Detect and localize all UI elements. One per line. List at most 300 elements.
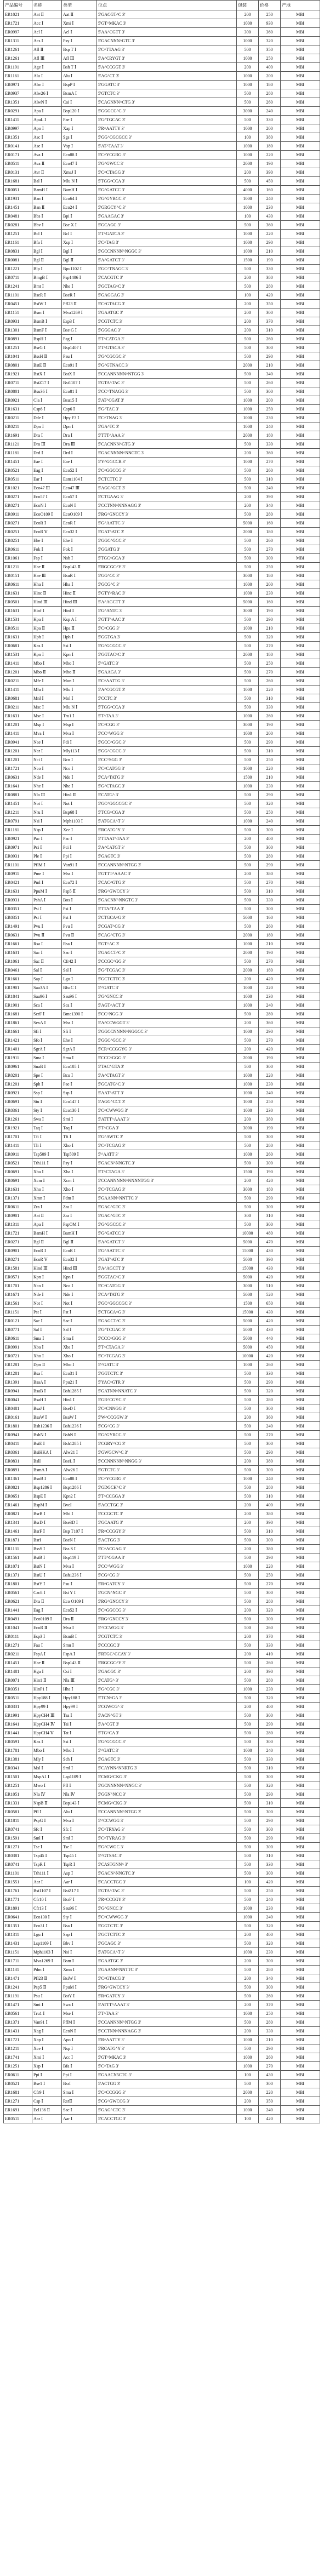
cell-name: Nla Ⅳ	[32, 1790, 62, 1799]
cell-product-code: ER1911	[4, 1054, 32, 1063]
cell-package: 500	[237, 545, 259, 554]
cell-product-code: ER0211	[4, 414, 32, 422]
table-row	[4, 1317, 320, 1326]
cell-type: Eco52 Ⅰ	[62, 466, 97, 475]
cell-origin: MBI	[281, 966, 320, 975]
cell-package: 1000	[237, 1089, 259, 1098]
cell-package: 500	[237, 1571, 259, 1580]
cell-package: 500	[237, 1834, 259, 1843]
table-row	[4, 37, 320, 45]
cell-name: Xmn Ⅰ	[32, 1194, 62, 1203]
cell-origin: MBI	[281, 370, 320, 379]
cell-origin: MBI	[281, 1922, 320, 1930]
cell-package: 500	[237, 738, 259, 747]
cell-name: BspM Ⅰ	[32, 1501, 62, 1510]
table-row	[4, 642, 320, 650]
cell-site: 5'GDGCH^C 3'	[97, 1483, 237, 1492]
cell-price: 240	[259, 1001, 281, 1010]
cell-origin: MBI	[281, 475, 320, 484]
cell-product-code: ER1311	[4, 1930, 32, 1939]
cell-package: 500	[237, 633, 259, 642]
cell-type: Acc Ⅰ	[62, 2053, 97, 2062]
cell-name: EcoR Ⅰ	[32, 1247, 62, 1255]
cell-package: 1000	[237, 686, 259, 694]
cell-name: BamH Ⅰ	[32, 186, 62, 195]
cell-package: 1000	[237, 940, 259, 949]
cell-origin: MBI	[281, 2001, 320, 2009]
cell-type: Nco Ⅰ	[62, 1282, 97, 1290]
cell-name: Csp Ⅰ	[32, 2097, 62, 2106]
table-row	[4, 1124, 320, 1133]
cell-price: 310	[259, 1764, 281, 1773]
cell-price: 180	[259, 931, 281, 940]
cell-price: 270	[259, 2062, 281, 2071]
cell-site: 5'CG^GWCCG 3'	[97, 2097, 237, 2106]
cell-name: Hin1 Ⅱ	[32, 1676, 62, 1685]
cell-price: 380	[259, 1545, 281, 1553]
cell-price: 240	[259, 422, 281, 431]
cell-site: 5'GACN^NNGTC 3'	[97, 1159, 237, 1168]
cell-product-code: ER1151	[4, 309, 32, 317]
cell-origin: MBI	[281, 1282, 320, 1290]
cell-product-code: ER0571	[4, 1273, 32, 1282]
cell-price: 300	[259, 1869, 281, 1878]
cell-origin: MBI	[281, 1869, 320, 1878]
cell-product-code: ER1451	[4, 203, 32, 212]
cell-package: 500	[237, 1615, 259, 1624]
cell-origin: MBI	[281, 729, 320, 738]
cell-origin: MBI	[281, 1746, 320, 1755]
cell-origin: MBI	[281, 449, 320, 458]
cell-origin: MBI	[281, 572, 320, 580]
cell-origin: MBI	[281, 721, 320, 729]
cell-price: 290	[259, 791, 281, 799]
cell-site: 5'CAC^GTG 3'	[97, 878, 237, 887]
cell-site: 5'G^GYRCC 3'	[97, 1431, 237, 1440]
cell-package: 1000	[237, 54, 259, 63]
cell-type: Sml Ⅰ	[62, 1834, 97, 1843]
cell-type: Apo Ⅰ	[62, 2036, 97, 2044]
cell-origin: MBI	[281, 1273, 320, 1282]
cell-type: Mly113 Ⅰ	[62, 747, 97, 756]
cell-package: 5000	[237, 1273, 259, 1282]
table-row	[4, 808, 320, 817]
cell-package: 1000	[237, 984, 259, 992]
cell-site: 5'ACN^GT 3'	[97, 1711, 237, 1720]
cell-site: 5'CMG^CKG 3'	[97, 1799, 237, 1808]
cell-price: 300	[259, 1773, 281, 1781]
cell-price: 350	[259, 45, 281, 54]
cell-price: 420	[259, 975, 281, 984]
cell-price: 360	[259, 1413, 281, 1422]
table-row	[4, 922, 320, 931]
cell-product-code: ER0561	[4, 1589, 32, 1597]
cell-origin: MBI	[281, 1299, 320, 1308]
cell-site: 5'GA^TC 3'	[97, 422, 237, 431]
table-row	[4, 949, 320, 957]
table-row	[4, 291, 320, 300]
cell-type: Mnl Ⅰ	[62, 694, 97, 703]
cell-price: 420	[259, 291, 281, 300]
cell-product-code: ER0451	[4, 300, 32, 309]
cell-package: 500	[237, 221, 259, 230]
cell-type: BsrI	[62, 2080, 97, 2088]
table-row	[4, 458, 320, 466]
cell-site: 5'GAAGA 3'	[97, 668, 237, 677]
cell-type: Cfr42 Ⅰ	[62, 957, 97, 966]
cell-package: 5000	[237, 913, 259, 922]
cell-product-code: ER1391	[4, 1378, 32, 1387]
table-row	[4, 1150, 320, 1159]
cell-product-code: ER0351	[4, 913, 32, 922]
cell-origin: MBI	[281, 1063, 320, 1071]
cell-price: 240	[259, 195, 281, 203]
cell-price: 310	[259, 694, 281, 703]
cell-package: 500	[237, 1852, 259, 1860]
cell-price: 240	[259, 1422, 281, 1431]
cell-product-code: ER0681	[4, 694, 32, 703]
cell-name: Hpy99 Ⅰ	[32, 1703, 62, 1711]
cell-origin: MBI	[281, 633, 320, 642]
cell-package: 500	[237, 89, 259, 98]
cell-product-code: ER0941	[4, 1387, 32, 1396]
cell-site: 5'C^CWWGG 3'	[97, 1913, 237, 1922]
cell-product-code: ER0691	[4, 1168, 32, 1176]
cell-origin: MBI	[281, 1510, 320, 1518]
table-row	[4, 1781, 320, 1790]
cell-package: 200	[237, 2001, 259, 2009]
cell-product-code: ER0521	[4, 466, 32, 475]
cell-name: ScrF Ⅰ	[32, 1010, 62, 1019]
cell-package: 200	[237, 1606, 259, 1615]
cell-price: 930	[259, 19, 281, 28]
cell-package: 1000	[237, 1746, 259, 1755]
cell-site: 5'GAAGAC 3'	[97, 212, 237, 221]
cell-product-code: ER1201	[4, 1080, 32, 1089]
cell-site: 5'GGC^GCC 3'	[97, 1036, 237, 1045]
cell-type: BamH Ⅰ	[62, 186, 97, 195]
cell-type: Xap Ⅰ	[62, 124, 97, 133]
cell-product-code: ER1471	[4, 2001, 32, 2009]
table-row	[4, 195, 320, 203]
cell-price: 230	[259, 1106, 281, 1115]
cell-type: Hpy99 Ⅰ	[62, 1703, 97, 1711]
table-row	[4, 1869, 320, 1878]
cell-type: Bsa Ⅰ	[62, 1922, 97, 1930]
cell-product-code: ER1271	[4, 1843, 32, 1852]
cell-type: Smi Ⅰ	[62, 1115, 97, 1124]
cell-type: Afl Ⅲ	[62, 54, 97, 63]
cell-price: 450	[259, 177, 281, 186]
cell-package: 500	[237, 282, 259, 291]
cell-product-code: ER0631	[4, 773, 32, 782]
cell-name: Ban Ⅱ	[32, 203, 62, 212]
cell-site: 5'CTGCA^G 3'	[97, 913, 237, 922]
cell-type: Bgl Ⅱ	[62, 256, 97, 265]
cell-product-code: ER0831	[4, 1457, 32, 1466]
cell-product-code: ER1371	[4, 1571, 32, 1580]
cell-type: Eco52 Ⅰ	[62, 1606, 97, 1615]
cell-product-code: ER0361	[4, 1106, 32, 1115]
cell-origin: MBI	[281, 1729, 320, 1738]
cell-package: 200	[237, 1457, 259, 1466]
cell-package: 500	[237, 668, 259, 677]
cell-origin: MBI	[281, 545, 320, 554]
cell-package: 500	[237, 554, 259, 563]
cell-site: 5'CACGTC 3'	[97, 273, 237, 282]
cell-name: Mnl Ⅰ	[32, 694, 62, 703]
cell-type: Pvu Ⅰ	[62, 922, 97, 931]
cell-name: Hind Ⅲ	[32, 1264, 62, 1273]
cell-site: 5'C^GTACG 3'	[97, 1974, 237, 1983]
cell-origin: MBI	[281, 1404, 320, 1413]
table-row	[4, 2080, 320, 2088]
cell-type: Eco130 Ⅰ	[62, 1106, 97, 1115]
cell-name: Pst Ⅰ	[32, 1308, 62, 1317]
cell-product-code: ER1721	[4, 2036, 32, 2044]
cell-origin: MBI	[281, 230, 320, 238]
cell-type: Alu Ⅰ	[62, 72, 97, 81]
cell-package: 1000	[237, 238, 259, 247]
cell-type: Eam1104 Ⅰ	[62, 475, 97, 484]
cell-type: Xce Ⅰ	[62, 826, 97, 835]
table-row	[4, 1404, 320, 1413]
table-row	[4, 72, 320, 81]
cell-site: 5'GC^TNAGC 3'	[97, 265, 237, 273]
cell-name: BslI	[32, 1457, 62, 1466]
cell-package: 500	[237, 1895, 259, 1904]
cell-price: 230	[259, 1904, 281, 1913]
cell-package: 2000	[237, 431, 259, 440]
cell-package: 300	[237, 28, 259, 37]
cell-origin: MBI	[281, 1545, 320, 1553]
cell-product-code: ER0921	[4, 396, 32, 405]
cell-origin: MBI	[281, 387, 320, 396]
cell-product-code: ER0681	[4, 642, 32, 650]
table-row	[4, 142, 320, 151]
cell-product-code: ER1681	[4, 177, 32, 186]
cell-name: Xmi Ⅰ	[32, 2053, 62, 2062]
cell-origin: MBI	[281, 1992, 320, 2001]
table-row	[4, 861, 320, 870]
cell-site: 5'RG^GNCCY 3'	[97, 1615, 237, 1624]
cell-site: 5'CCANNNN^NTGG 3'	[97, 861, 237, 870]
cell-name: BsaW Ⅰ	[32, 1413, 62, 1422]
cell-type: Psy Ⅰ	[62, 1159, 97, 1168]
cell-type: Mun Ⅰ	[62, 677, 97, 686]
table-row	[4, 2018, 320, 2027]
cell-site: 5'G^AATTC 3'	[97, 1247, 237, 1255]
cell-site: 5'RGCGC^Y 3'	[97, 1659, 237, 1667]
cell-package: 200	[237, 63, 259, 72]
cell-origin: MBI	[281, 2097, 320, 2106]
cell-site: 5'ATGCA^T 3'	[97, 1948, 237, 1957]
cell-site: 5'CCC^GGG 3'	[97, 1054, 237, 1063]
cell-price: 320	[259, 1781, 281, 1790]
cell-product-code: ER1431	[4, 1939, 32, 1948]
cell-product-code: ER1741	[4, 2053, 32, 2062]
cell-name: Bgl Ⅱ	[32, 256, 62, 265]
cell-price: 360	[259, 449, 281, 458]
cell-name: Nde Ⅰ	[32, 1290, 62, 1299]
table-row	[4, 379, 320, 387]
cell-type: Bos Ⅰ	[62, 896, 97, 905]
table-row	[4, 1624, 320, 1632]
table-row	[4, 2053, 320, 2062]
cell-name: Tli Ⅰ	[32, 1141, 62, 1150]
cell-site: 5'GGTAC^C 3'	[97, 650, 237, 659]
cell-origin: MBI	[281, 309, 320, 317]
cell-site: 5'CATG^ 3'	[97, 791, 237, 799]
cell-type: BseL Ⅰ	[62, 1457, 97, 1466]
cell-origin: MBI	[281, 1010, 320, 1019]
table-row	[4, 1606, 320, 1615]
table-row	[4, 1913, 320, 1922]
cell-product-code: ER1161	[4, 238, 32, 247]
cell-type: Mss Ⅰ	[62, 1019, 97, 1027]
cell-package: 200	[237, 1510, 259, 1518]
cell-name: Ava Ⅱ	[32, 159, 62, 168]
cell-site: 5'CCANNNN^NTGG 3'	[97, 2018, 237, 2027]
cell-site: 5'CGWCG^ 3'	[97, 1703, 237, 1711]
cell-price: 420	[259, 1352, 281, 1361]
table-row	[4, 344, 320, 352]
cell-package: 1000	[237, 580, 259, 589]
cell-package: 500	[237, 1808, 259, 1817]
cell-price: 300	[259, 1466, 281, 1475]
cell-type: Bpi Ⅰ	[62, 212, 97, 221]
cell-name: Nsp Ⅰ	[32, 826, 62, 835]
cell-price: 330	[259, 703, 281, 712]
cell-price: 400	[259, 1501, 281, 1510]
cell-type: Nhe Ⅰ	[62, 282, 97, 291]
cell-site: 5'C^TCGAG 3'	[97, 1185, 237, 1194]
cell-type: Mva Ⅰ	[62, 1817, 97, 1825]
cell-price: 300	[259, 1404, 281, 1413]
cell-type: Sma Ⅰ	[62, 1334, 97, 1343]
cell-origin: MBI	[281, 1694, 320, 1703]
cell-package: 500	[237, 1711, 259, 1720]
cell-origin: MBI	[281, 624, 320, 633]
table-row	[4, 913, 320, 922]
cell-type: Dra Ⅲ	[62, 440, 97, 449]
table-row	[4, 1562, 320, 1571]
cell-origin: MBI	[281, 887, 320, 896]
table-row	[4, 1176, 320, 1185]
cell-package: 200	[237, 317, 259, 326]
cell-price: 310	[259, 887, 281, 896]
cell-origin: MBI	[281, 1001, 320, 1010]
cell-product-code: ER0997	[4, 124, 32, 133]
cell-price: 220	[259, 984, 281, 992]
cell-site: 5'A^CGT 3'	[97, 1720, 237, 1729]
cell-type: Bfa Ⅰ	[62, 2062, 97, 2071]
cell-product-code: ER1061	[4, 957, 32, 966]
cell-price: 210	[259, 773, 281, 782]
cell-name: Bsp1286 Ⅰ	[32, 1483, 62, 1492]
cell-site: 5'CGTCTC 3'	[97, 1632, 237, 1641]
cell-price: 420	[259, 2115, 281, 2123]
cell-package: 500	[237, 642, 259, 650]
cell-site: 5'CATG^ 3'	[97, 1676, 237, 1685]
cell-name: Kpn Ⅰ	[32, 650, 62, 659]
cell-site: 5'GTT^AAC 3'	[97, 615, 237, 624]
table-row	[4, 878, 320, 887]
cell-site: 5'GTA^TAC 3'	[97, 379, 237, 387]
cell-type: Bgl Ⅰ	[62, 247, 97, 256]
cell-product-code: ER1451	[4, 1659, 32, 1667]
cell-package: 500	[237, 1720, 259, 1729]
table-row	[4, 1010, 320, 1019]
cell-site: 5'GGCCNNNN^NGGCC 3'	[97, 1027, 237, 1036]
cell-package: 500	[237, 1369, 259, 1378]
table-row	[4, 940, 320, 949]
table-row	[4, 405, 320, 414]
cell-origin: MBI	[281, 1150, 320, 1159]
cell-site: 5'TTT^AAA 3'	[97, 431, 237, 440]
cell-name: Eco57 Ⅰ	[32, 493, 62, 501]
cell-price: 300	[259, 1843, 281, 1852]
cell-origin: MBI	[281, 142, 320, 151]
table-row	[4, 598, 320, 607]
cell-type: Bsh1285 Ⅰ	[62, 1440, 97, 1448]
cell-origin: MBI	[281, 1159, 320, 1168]
cell-package: 200	[237, 273, 259, 282]
cell-site: 5'TCN^GA 3'	[97, 1694, 237, 1703]
cell-type: BsmA Ⅰ	[62, 89, 97, 98]
cell-origin: MBI	[281, 168, 320, 177]
cell-name: Nru Ⅰ	[32, 808, 62, 817]
cell-origin: MBI	[281, 878, 320, 887]
cell-site: 5'GACNNNN^NNGTC 3'	[97, 449, 237, 458]
cell-package: 500	[237, 1738, 259, 1746]
cell-price: 270	[259, 1036, 281, 1045]
cell-site: 5'CCTNN^NNNAGG 3'	[97, 501, 237, 510]
cell-name: Msc Ⅰ	[32, 703, 62, 712]
cell-type: Not Ⅰ	[62, 1299, 97, 1308]
cell-site: 5'GCAGC 3'	[97, 221, 237, 230]
enzyme-price-table	[3, 0, 320, 2123]
cell-site: 5'GGN^NCC 3'	[97, 1790, 237, 1799]
cell-type: Sap Ⅰ	[62, 1930, 97, 1939]
cell-package: 100	[237, 212, 259, 221]
cell-product-code: ER1451	[4, 799, 32, 808]
table-row	[4, 2009, 320, 2018]
table-row	[4, 1729, 320, 1738]
table-row	[4, 230, 320, 238]
cell-type: BstZ17 Ⅰ	[62, 1887, 97, 1895]
cell-name: Sau3A Ⅰ	[32, 984, 62, 992]
cell-name: BshN Ⅰ	[32, 1431, 62, 1440]
cell-package: 5000	[237, 1334, 259, 1343]
cell-package: 500	[237, 1203, 259, 1212]
cell-product-code: ER0937	[4, 89, 32, 98]
cell-package: 5000	[237, 598, 259, 607]
cell-type: Sma Ⅰ	[62, 2088, 97, 2097]
cell-type: Sac Ⅰ	[62, 949, 97, 957]
cell-origin: MBI	[281, 808, 320, 817]
cell-type: Hph Ⅰ	[62, 633, 97, 642]
cell-package: 200	[237, 300, 259, 309]
cell-price: 300	[259, 309, 281, 317]
cell-package: 1000	[237, 782, 259, 791]
cell-price: 370	[259, 317, 281, 326]
cell-type: Csp6 Ⅰ	[62, 405, 97, 414]
cell-site: 5'^AATT 3'	[97, 1150, 237, 1159]
table-row	[4, 764, 320, 773]
table-row	[4, 1939, 320, 1948]
cell-name: Aat Ⅱ	[32, 10, 62, 19]
